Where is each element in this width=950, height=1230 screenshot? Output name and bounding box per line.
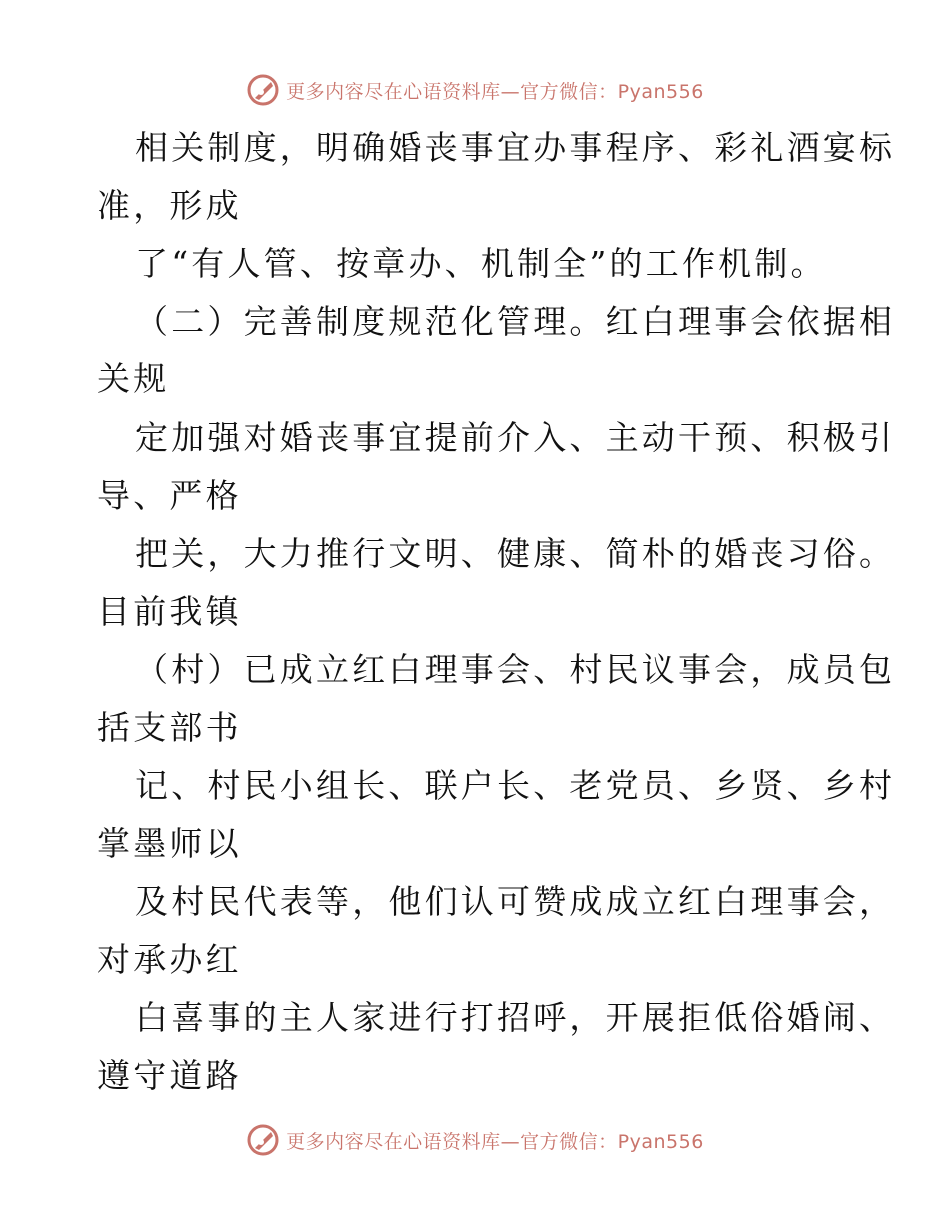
- body-line: 了“有人管、按章办、机制全”的工作机制。: [135, 244, 827, 283]
- body-line: （二）完善制度规范化管理。红白理事会依据相: [135, 302, 896, 341]
- body-line: 导、严格: [97, 476, 242, 515]
- body-line: 及村民代表等，他们认可赞成成立红白理事会，: [135, 882, 896, 921]
- body-line: 目前我镇: [97, 592, 242, 631]
- body-line: 括支部书: [97, 708, 242, 747]
- quill-logo-icon: [246, 1123, 280, 1157]
- body-line: 准，形成: [97, 186, 242, 225]
- watermark-banner-bottom: [0, 1120, 950, 1160]
- body-line: （村）已成立红白理事会、村民议事会，成员包: [135, 650, 896, 689]
- watermark-text-bottom: 更多内容尽在心语资料库—官方微信：Pyan556: [286, 1130, 704, 1153]
- body-line: 关规: [97, 359, 170, 398]
- body-line: 对承办红: [97, 940, 242, 979]
- body-line: 把关，大力推行文明、健康、简朴的婚丧习俗。: [135, 534, 896, 573]
- body-line: 掌墨师以: [97, 824, 242, 863]
- body-line: 定加强对婚丧事宜提前介入、主动干预、积极引: [135, 418, 896, 457]
- watermark-text-top: 更多内容尽在心语资料库—官方微信：Pyan556: [286, 80, 704, 103]
- body-line: 记、村民小组长、联户长、老党员、乡贤、乡村: [135, 766, 896, 805]
- body-line: 白喜事的主人家进行打招呼，开展拒低俗婚闹、: [135, 998, 896, 1037]
- body-line: 相关制度，明确婚丧事宜办事程序、彩礼酒宴标: [135, 128, 896, 167]
- body-line: 遵守道路: [97, 1056, 242, 1095]
